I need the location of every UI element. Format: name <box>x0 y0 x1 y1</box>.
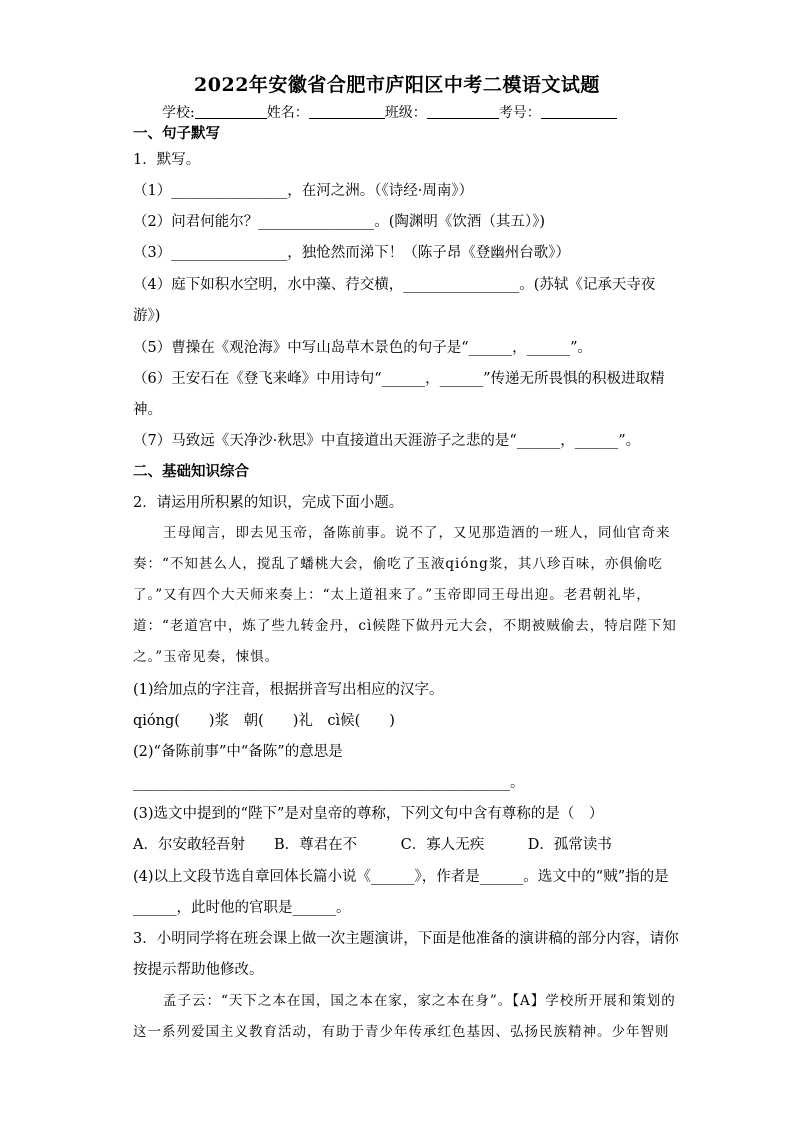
question-2-sub-2-blank: ____________________________________________________。 <box>133 775 525 791</box>
passage-line-4: 道：“老道宫中，炼了些九转金丹，cì候陛下做丹元大会，不期被贼偷去，特启陛下知 <box>133 618 677 634</box>
section-heading-1: 一、句子默写 <box>133 125 220 142</box>
question-2-sub-4: (4)以上文段节选自章回体长篇小说《______》，作者是______。选文中的“贼”指的是 <box>133 869 669 885</box>
school-label: 学校: <box>162 105 195 121</box>
question-2-stem: 2．请运用所积累的知识，完成下面小题。 <box>133 495 404 511</box>
question-1-item-1: （1）________________，在河之洲。（《诗经·周南》） <box>133 183 474 199</box>
question-1-item-4: （4）庭下如积水空明，水中藻、荇交横，________________。(苏轼《记承天寺夜 <box>133 277 656 293</box>
speech-line-2: 这一系列爱国主义教育活动，有助于青少年传承红色基因、弘扬民族精神。少年智则 <box>133 1024 670 1040</box>
passage-line-2: 奏：“不知甚么人，搅乱了蟠桃大会，偷吃了玉液qióng浆，其八珍百味，亦俱偷吃 <box>133 556 663 572</box>
question-1-item-3: （3）________________，独怆然而涕下！（陈子昂《登幽州台歌》） <box>133 245 570 261</box>
speech-line-1: 孟子云：“天下之本在国，国之本在家，家之本在身”。【A】学校所开展和策划的 <box>163 993 676 1009</box>
student-info-row <box>162 102 617 122</box>
question-2-sub-4-cont: ______，此时他的官职是______。 <box>133 900 351 916</box>
question-2-sub-1-answer: qióng( )浆 朝( )礼 cì候( ) <box>133 713 395 729</box>
question-1-item-7: （7）马致远《天净沙·秋思》中直接道出天涯游子之悲的是“______，______”。 <box>133 433 641 449</box>
passage-line-5: 之。”玉帝见奏，悚惧。 <box>133 649 280 665</box>
question-1-item-6-cont: 神。 <box>133 402 162 418</box>
name-blank[interactable] <box>309 104 385 119</box>
question-1-item-5: （5）曹操在《观沧海》中写山岛草木景色的句子是“______，______”。 <box>133 340 593 356</box>
question-1-item-6: （6）王安石在《登飞来峰》中用诗句“______，______”传递无所畏惧的积极进取精 <box>133 371 665 387</box>
question-2-sub-3-options: A．尔安敢轻吾射 B．尊君在不 C．寡人无疾 D．孤常读书 <box>133 837 612 853</box>
exam-no-blank[interactable] <box>541 104 617 119</box>
school-blank[interactable] <box>195 104 267 119</box>
question-2-sub-2: (2)“备陈前事”中“备陈”的意思是 <box>133 744 343 760</box>
exam-no-label: 考号： <box>498 105 541 121</box>
question-1-item-2: （2）问君何能尔？________________。(陶渊明《饮酒（其五）》) <box>133 214 546 230</box>
passage-line-1: 王母闻言，即去见玉帝，备陈前事。说不了，又见那造酒的一班人，同仙官奇来 <box>163 525 671 541</box>
question-2-sub-1: (1)给加点的字注音，根据拼音写出相应的汉字。 <box>133 682 444 698</box>
question-2-sub-3: (3)选文中提到的“陛下”是对皇帝的尊称，下列文句中含有尊称的是（ ） <box>133 806 604 822</box>
class-label: 班级： <box>384 105 427 121</box>
question-3-stem: 3．小明同学将在班会课上做一次主题演讲，下面是他准备的演讲稿的部分内容，请你 <box>133 931 679 947</box>
page-title: 2022年安徽省合肥市庐阳区中考二模语文试题 <box>194 74 600 96</box>
name-label: 姓名： <box>266 105 309 121</box>
class-blank[interactable] <box>427 104 499 119</box>
question-3-stem-cont: 按提示帮助他修改。 <box>133 962 264 978</box>
section-heading-2: 二、基础知识综合 <box>133 463 249 480</box>
question-1-item-4-cont: 游》) <box>133 308 161 324</box>
passage-line-3: 了。”又有四个大天师来奏上：“太上道祖来了。”玉帝即同王母出迎。老君朝礼毕， <box>133 587 651 603</box>
question-1-stem: 1．默写。 <box>133 152 201 168</box>
